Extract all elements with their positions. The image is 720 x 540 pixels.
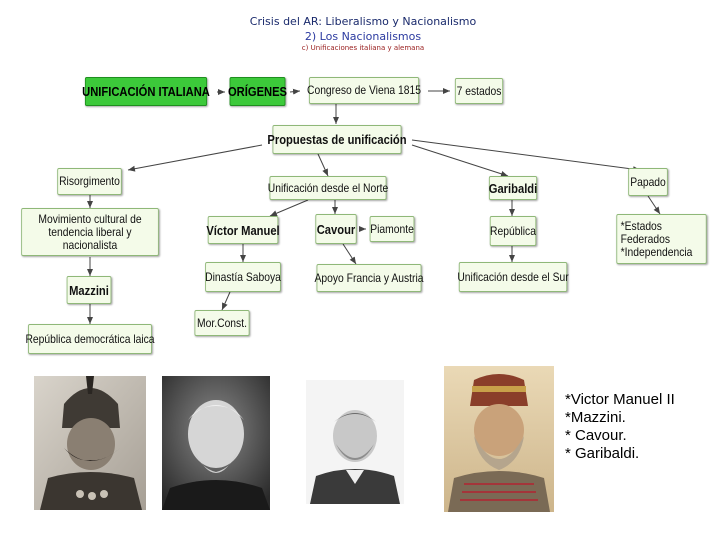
link-propuestas-garibaldi — [412, 145, 508, 176]
link-origenes-congreso — [290, 91, 300, 92]
node-unificacion-italiana: UNIFICACIÓN ITALIANA — [85, 77, 207, 106]
portrait-mazzini — [162, 376, 270, 510]
node-movimiento-cultural: Movimiento cultural de tendencia liberal y nacionalista — [21, 208, 159, 256]
node-cavour: Cavour — [315, 214, 356, 244]
node-victor-manuel: Víctor Manuel — [208, 216, 279, 244]
node-unificacion-sur: Unificación desde el Sur — [459, 262, 567, 292]
node-mor-const: Mor.Const. — [194, 310, 249, 336]
link-cavour-apoyo — [343, 244, 356, 264]
node-unificacion-norte: Unificación desde el Norte — [270, 176, 387, 200]
link-propuestas-papado — [412, 140, 640, 170]
node-mazzini: Mazzini — [67, 276, 112, 304]
node-piamonte: Piamonte — [370, 216, 415, 242]
link-propuestas-norte — [318, 154, 328, 176]
link-propuestas-risorgimento — [128, 145, 262, 170]
node-origenes: ORÍGENES — [230, 77, 286, 106]
caption-list — [565, 391, 675, 463]
caption-line: *Mazzini. — [565, 409, 626, 426]
node-apoyo-francia-austria: Apoyo Francia y Austria — [317, 264, 422, 292]
node-papado-options — [616, 214, 706, 264]
link-dinastia-morconst — [222, 292, 230, 310]
page-title: Crisis del AR: Liberalismo y Nacionalismo — [249, 15, 477, 28]
node-papado: Papado — [628, 168, 668, 196]
node-dinastia-saboya: Dinastía Saboya — [205, 262, 281, 292]
caption-line: * Garibaldi. — [565, 445, 640, 462]
node-republica: República — [490, 216, 536, 246]
portrait-victor-manuel — [34, 376, 146, 510]
independencia-text: *Independencia — [620, 244, 693, 259]
page-subtitle: 2) Los Nacionalismos — [304, 30, 422, 43]
portrait-garibaldi — [444, 366, 554, 512]
node-siete-estados: 7 estados — [455, 78, 503, 104]
node-republica-laica: República democrática laica — [28, 324, 152, 354]
portrait-cavour — [306, 380, 404, 504]
section-title: c) Unificaciones italiana y alemana — [301, 44, 425, 52]
node-garibaldi: Garibaldi — [489, 176, 537, 200]
caption-line: * Cavour. — [565, 427, 627, 444]
link-norte-victor — [270, 200, 308, 216]
link-papado-estados — [648, 196, 660, 214]
caption-line: *Victor Manuel II — [565, 391, 675, 408]
node-congreso-viena: Congreso de Viena 1815 — [309, 77, 419, 104]
estados-federados-text: *Estados Federados — [620, 218, 670, 246]
node-risorgimento: Risorgimento — [57, 168, 122, 195]
node-propuestas: Propuestas de unificación — [273, 125, 402, 154]
